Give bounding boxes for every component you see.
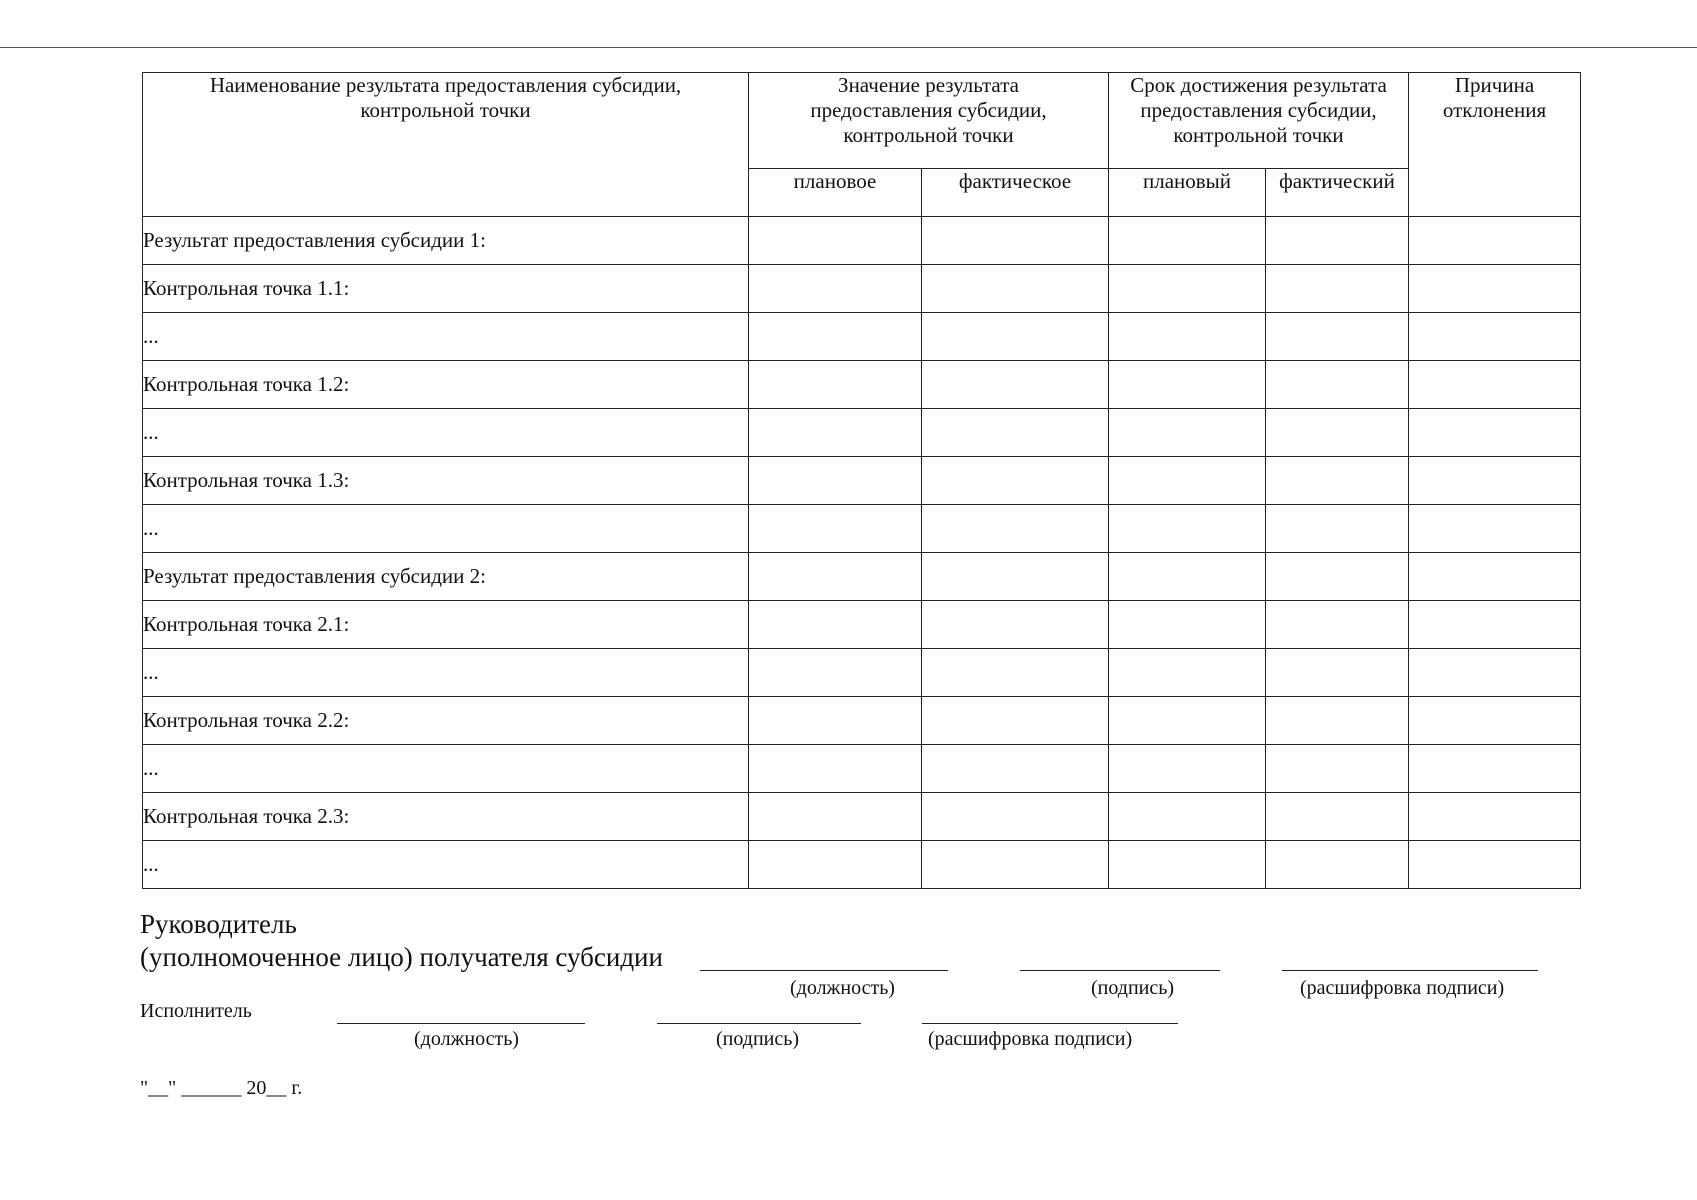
deadline-planned-cell — [1109, 649, 1266, 697]
deadline-planned-cell — [1109, 409, 1266, 457]
executor-position-caption: (должность) — [414, 1028, 519, 1050]
deviation-reason-cell — [1409, 409, 1581, 457]
deadline-actual-cell — [1266, 841, 1409, 889]
value-actual-cell — [922, 457, 1109, 505]
header-deadline-group-text: Срок достижения результата предоставления субсидии, контрольной точки — [1130, 73, 1387, 147]
value-actual-cell — [922, 361, 1109, 409]
row-label: Контрольная точка 2.1: — [143, 601, 749, 649]
value-actual-cell — [922, 409, 1109, 457]
deviation-reason-cell — [1409, 505, 1581, 553]
row-label: Контрольная точка 1.2: — [143, 361, 749, 409]
deadline-actual-cell — [1266, 361, 1409, 409]
deviation-reason-cell — [1409, 601, 1581, 649]
value-planned-cell — [749, 601, 922, 649]
deadline-actual-cell — [1266, 601, 1409, 649]
page-top-rule — [0, 47, 1697, 48]
head-title-line2: (уполномоченное лицо) получателя субсидии — [140, 942, 663, 972]
header-value-group — [749, 73, 1109, 169]
row-label: Контрольная точка 2.3: — [143, 793, 749, 841]
deadline-actual-cell — [1266, 217, 1409, 265]
value-actual-cell — [922, 265, 1109, 313]
header-deadline-actual: фактический — [1266, 169, 1409, 217]
table-row — [143, 601, 1581, 649]
executor-decoding-caption: (расшифровка подписи) — [928, 1028, 1133, 1050]
deadline-actual-cell — [1266, 553, 1409, 601]
executor-signature-line — [657, 1023, 861, 1024]
header-deadline-planned: плановый — [1109, 169, 1266, 217]
table-row — [143, 361, 1581, 409]
deadline-planned-cell — [1109, 601, 1266, 649]
executor-decoding-line — [922, 1023, 1178, 1024]
value-planned-cell — [749, 313, 922, 361]
value-planned-cell — [749, 361, 922, 409]
deviation-reason-cell — [1409, 265, 1581, 313]
head-position-caption: (должность) — [790, 977, 895, 999]
deadline-actual-cell — [1266, 313, 1409, 361]
table-row — [143, 697, 1581, 745]
row-label: ... — [143, 841, 749, 889]
deviation-reason-cell — [1409, 553, 1581, 601]
value-actual-cell — [922, 793, 1109, 841]
table-row — [143, 409, 1581, 457]
deadline-actual-cell — [1266, 409, 1409, 457]
header-result-name — [143, 73, 749, 217]
deadline-actual-cell — [1266, 793, 1409, 841]
deviation-reason-cell — [1409, 793, 1581, 841]
row-label: ... — [143, 409, 749, 457]
header-value-actual: фактическое — [922, 169, 1109, 217]
row-label: Результат предоставления субсидии 2: — [143, 553, 749, 601]
deadline-actual-cell — [1266, 649, 1409, 697]
row-label: ... — [143, 745, 749, 793]
table-row — [143, 649, 1581, 697]
value-planned-cell — [749, 649, 922, 697]
value-planned-cell — [749, 265, 922, 313]
table-row — [143, 265, 1581, 313]
deadline-planned-cell — [1109, 745, 1266, 793]
deviation-reason-cell — [1409, 697, 1581, 745]
deadline-actual-cell — [1266, 457, 1409, 505]
deadline-actual-cell — [1266, 265, 1409, 313]
header-value-planned: плановое — [749, 169, 922, 217]
deviation-reason-cell — [1409, 457, 1581, 505]
date-line: "__" ______ 20__ г. — [140, 1077, 303, 1099]
value-planned-cell — [749, 745, 922, 793]
table-row — [143, 505, 1581, 553]
table-row — [143, 841, 1581, 889]
value-actual-cell — [922, 217, 1109, 265]
deviation-reason-cell — [1409, 841, 1581, 889]
value-planned-cell — [749, 457, 922, 505]
head-decoding-caption: (расшифровка подписи) — [1300, 977, 1505, 999]
row-label: ... — [143, 649, 749, 697]
row-label: Контрольная точка 1.1: — [143, 265, 749, 313]
value-actual-cell — [922, 313, 1109, 361]
head-title-line1: Руководитель — [140, 909, 297, 939]
deadline-planned-cell — [1109, 313, 1266, 361]
header-deadline-group — [1109, 73, 1409, 169]
deadline-planned-cell — [1109, 457, 1266, 505]
deadline-planned-cell — [1109, 505, 1266, 553]
value-actual-cell — [922, 553, 1109, 601]
value-actual-cell — [922, 649, 1109, 697]
row-label: ... — [143, 313, 749, 361]
table-row — [143, 313, 1581, 361]
table-row — [143, 793, 1581, 841]
value-actual-cell — [922, 601, 1109, 649]
value-planned-cell — [749, 793, 922, 841]
deadline-actual-cell — [1266, 697, 1409, 745]
executor-position-line — [337, 1023, 585, 1024]
value-planned-cell — [749, 505, 922, 553]
table-row — [143, 217, 1581, 265]
deadline-planned-cell — [1109, 553, 1266, 601]
head-signature-caption: (подпись) — [1091, 977, 1175, 999]
value-planned-cell — [749, 409, 922, 457]
deadline-planned-cell — [1109, 841, 1266, 889]
value-planned-cell — [749, 697, 922, 745]
deadline-planned-cell — [1109, 793, 1266, 841]
header-value-group-text: Значение результата предоставления субсидии, контрольной точки — [810, 73, 1047, 147]
row-label: ... — [143, 505, 749, 553]
header-deviation-reason-text: Причина отклонения — [1442, 73, 1547, 122]
value-actual-cell — [922, 697, 1109, 745]
header-deviation-reason — [1409, 73, 1581, 217]
deadline-actual-cell — [1266, 745, 1409, 793]
value-actual-cell — [922, 745, 1109, 793]
table-row — [143, 457, 1581, 505]
row-label: Контрольная точка 2.2: — [143, 697, 749, 745]
value-actual-cell — [922, 505, 1109, 553]
deviation-reason-cell — [1409, 217, 1581, 265]
value-planned-cell — [749, 217, 922, 265]
deadline-planned-cell — [1109, 361, 1266, 409]
executor-label: Исполнитель — [140, 1000, 252, 1022]
header-result-name-text: Наименование результата предоставления субсидии, контрольной точки — [209, 73, 682, 122]
deadline-planned-cell — [1109, 265, 1266, 313]
table-row — [143, 745, 1581, 793]
head-signature-line — [1020, 970, 1220, 971]
deviation-reason-cell — [1409, 361, 1581, 409]
value-planned-cell — [749, 553, 922, 601]
row-label: Результат предоставления субсидии 1: — [143, 217, 749, 265]
deviation-reason-cell — [1409, 313, 1581, 361]
table-body — [143, 217, 1581, 889]
deviation-reason-cell — [1409, 649, 1581, 697]
deadline-planned-cell — [1109, 697, 1266, 745]
row-label: Контрольная точка 1.3: — [143, 457, 749, 505]
value-planned-cell — [749, 841, 922, 889]
head-position-line — [700, 970, 948, 971]
executor-signature-caption: (подпись) — [716, 1028, 800, 1050]
deviation-reason-cell — [1409, 745, 1581, 793]
head-decoding-line — [1282, 970, 1538, 971]
deadline-planned-cell — [1109, 217, 1266, 265]
deadline-actual-cell — [1266, 505, 1409, 553]
subsidy-results-table — [142, 72, 1581, 889]
value-actual-cell — [922, 841, 1109, 889]
table-row — [143, 553, 1581, 601]
